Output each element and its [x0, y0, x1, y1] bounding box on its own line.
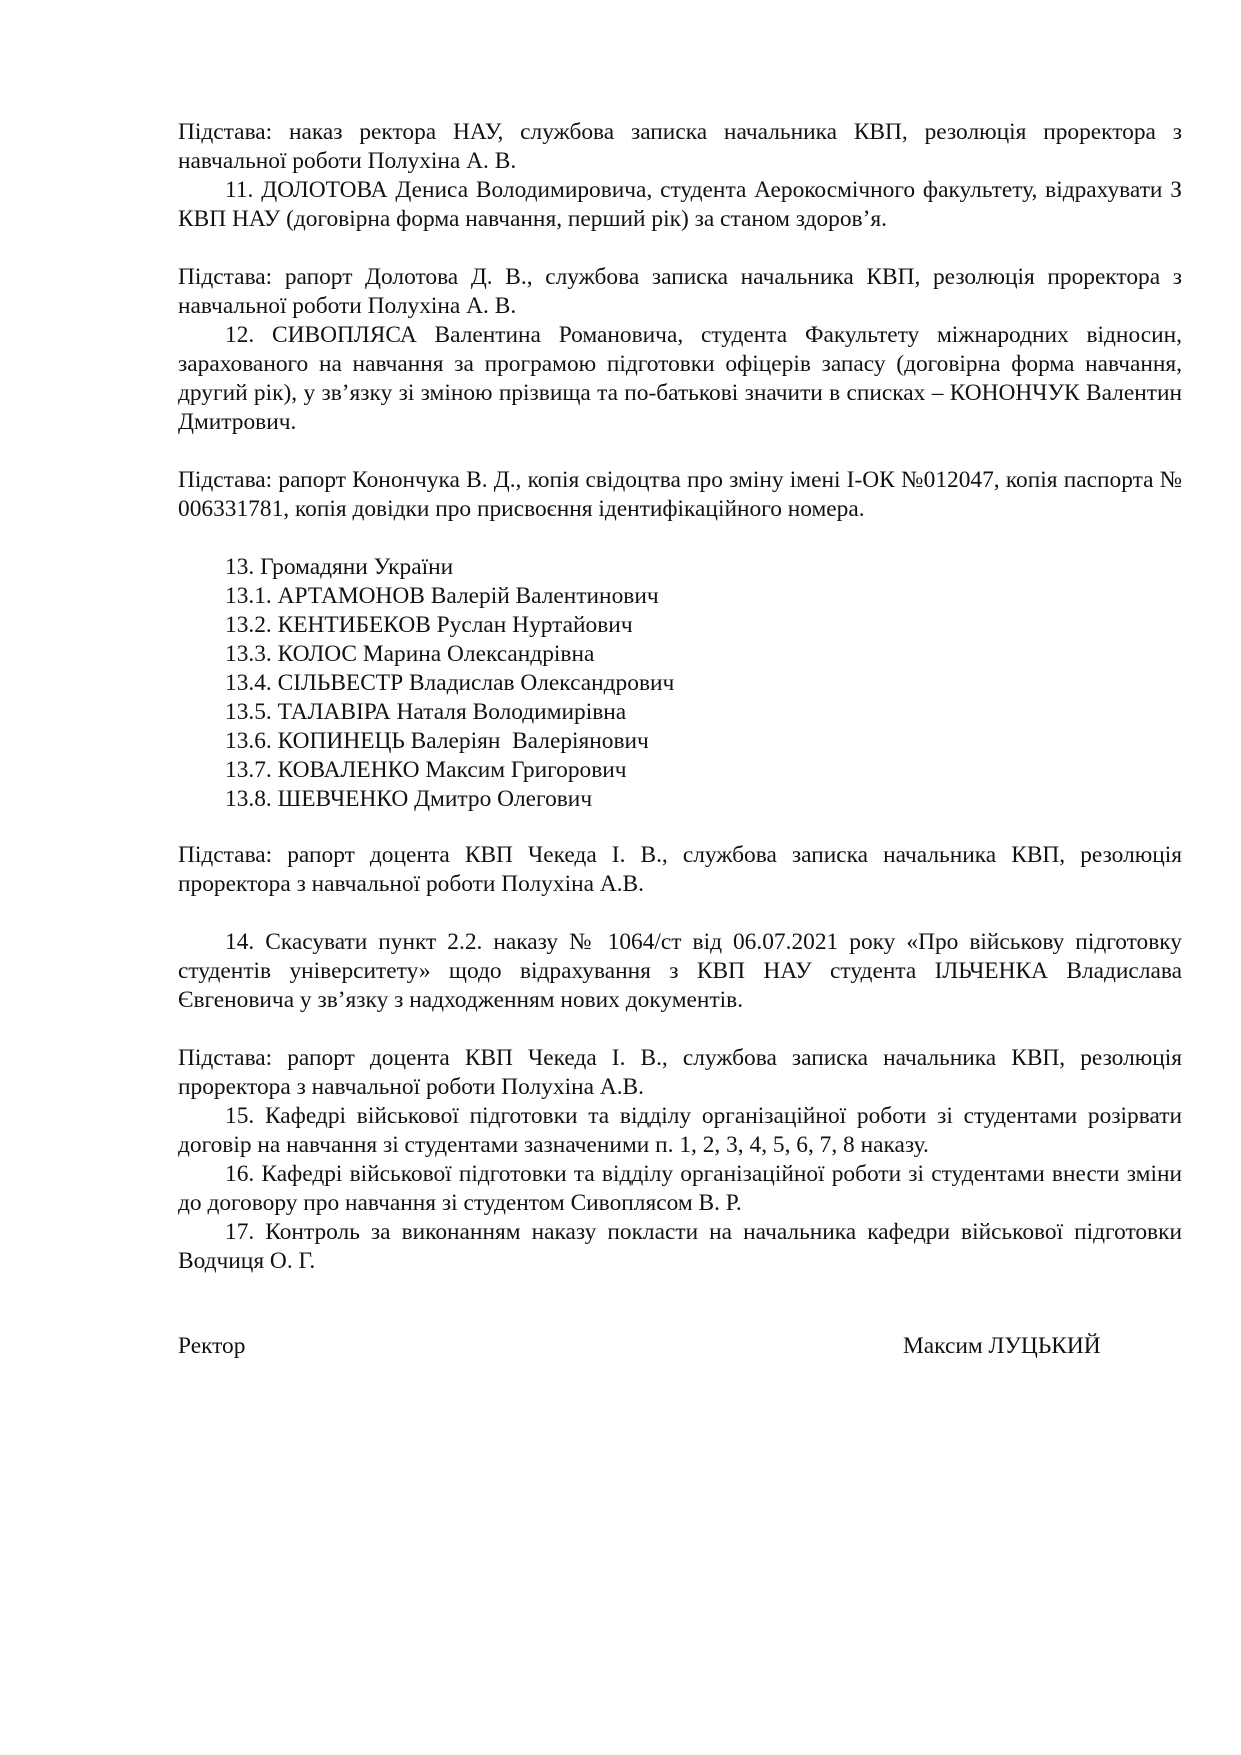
- order-item-14: 14. Скасувати пункт 2.2. наказу № 1064/ст від 06.07.2021 року «Про військову підготовку студентів університету» щодо відрахування з КВП НАУ студента ІЛЬЧЕНКА Владислава Євгеновича у зв’язку з надходженням нових документів.: [178, 929, 1182, 1013]
- signatory-name: Максим ЛУЦЬКИЙ: [903, 1333, 1101, 1359]
- signatory-title: Ректор: [178, 1333, 246, 1359]
- order-item-12: 12. СИВОПЛЯСА Валентина Романовича, студента Факультету міжнародних відносин, зарахованого на навчання за програмою підготовки офіцерів запасу (договірна форма навчання, другий рік), у зв’язку зі зміною прізвища та по-батькові значити в списках – КОНОНЧУК Валентин Дмитрович.: [178, 322, 1182, 435]
- basis-paragraph-10: Підстава: наказ ректора НАУ, службова записка начальника КВП, резолюція проректора з навчальної роботи Полухіна А. В.: [178, 119, 1182, 174]
- basis-paragraph-11: Підстава: рапорт Долотова Д. В., службова записка начальника КВП, резолюція проректора з навчальної роботи Полухіна А. В.: [178, 264, 1182, 319]
- citizen-list-item: 13.7. КОВАЛЕНКО Максим Григорович: [225, 757, 627, 783]
- citizen-list-item: 13.1. АРТАМОНОВ Валерій Валентинович: [225, 583, 659, 609]
- order-item-16: 16. Кафедрі військової підготовки та відділу організаційної роботи зі студентами внести зміни до договору про навчання зі студентом Сивоплясом В. Р.: [178, 1161, 1182, 1216]
- order-item-17: 17. Контроль за виконанням наказу покласти на начальника кафедри військової підготовки Водчиця О. Г.: [178, 1219, 1182, 1274]
- basis-paragraph-14: Підстава: рапорт доцента КВП Чекеда І. В., службова записка начальника КВП, резолюція проректора з навчальної роботи Полухіна А.В.: [178, 1045, 1182, 1100]
- basis-paragraph-13: Підстава: рапорт доцента КВП Чекеда І. В., службова записка начальника КВП, резолюція проректора з навчальної роботи Полухіна А.В.: [178, 842, 1182, 897]
- order-item-13-title: 13. Громадяни України: [225, 554, 454, 580]
- citizen-list-item: 13.2. КЕНТИБЕКОВ Руслан Нуртайович: [225, 612, 633, 638]
- citizen-list-item: 13.4. СІЛЬВЕСТР Владислав Олександрович: [225, 670, 675, 696]
- order-item-11: 11. ДОЛОТОВА Дениса Володимировича, студента Аерокосмічного факультету, відрахувати З КВП НАУ (договірна форма навчання, перший рік) за станом здоров’я.: [178, 177, 1182, 232]
- citizen-list-item: 13.5. ТАЛАВІРА Наталя Володимирівна: [225, 699, 627, 725]
- order-item-15: 15. Кафедрі військової підготовки та відділу організаційної роботи зі студентами розірвати договір на навчання зі студентами зазначеними п. 1, 2, 3, 4, 5, 6, 7, 8 наказу.: [178, 1103, 1182, 1158]
- basis-paragraph-12: Підстава: рапорт Конончука В. Д., копія свідоцтва про зміну імені І-ОК №012047, копія паспорта № 006331781, копія довідки про присвоєння ідентифікаційного номера.: [178, 467, 1182, 522]
- citizen-list-item: 13.3. КОЛОС Марина Олександрівна: [225, 641, 595, 667]
- citizen-list-item: 13.8. ШЕВЧЕНКО Дмитро Олегович: [225, 786, 593, 812]
- citizen-list-item: 13.6. КОПИНЕЦЬ Валеріян Валеріянович: [225, 728, 649, 754]
